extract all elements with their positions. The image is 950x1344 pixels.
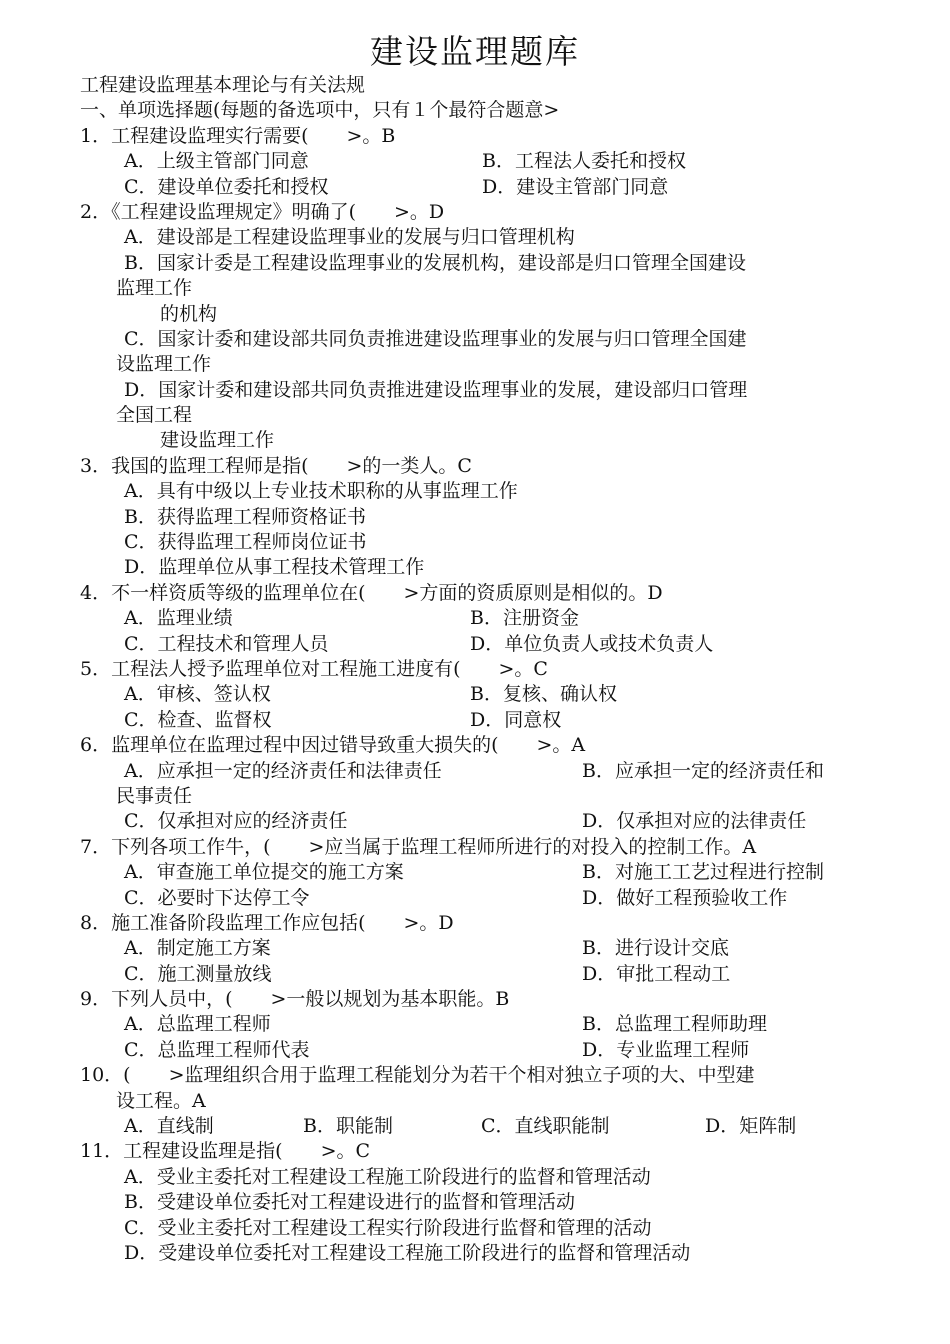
q1-option-d: D．建设主管部门同意	[482, 175, 669, 198]
q4-option-b: B．注册资金	[470, 607, 579, 630]
q2-option-d-cont2: 建设监理工作	[160, 429, 275, 452]
q9-option-b: B．总监理工程师助理	[582, 1013, 767, 1036]
question-5: 5．工程法人授予监理单位对工程施工进度有( >。C	[80, 657, 548, 680]
question-3: 3．我国的监理工程师是指( >的一类人。C	[80, 454, 472, 477]
q6-option-b: B．应承担一定的经济责任和	[582, 759, 824, 782]
q11-option-d: D．受建设单位委托对工程建设工程施工阶段进行的监督和管理活动	[124, 1241, 691, 1264]
q9-option-a: A．总监理工程师	[124, 1013, 271, 1036]
q5-option-a: A．审核、签认权	[124, 683, 271, 706]
q8-option-b: B．进行设计交底	[582, 937, 729, 960]
q3-option-a: A．具有中级以上专业技术职称的从事监理工作	[124, 480, 518, 503]
q5-option-c: C．检查、监督权	[124, 708, 272, 731]
q11-option-a: A．受业主委托对工程建设工程施工阶段进行的监督和管理活动	[124, 1165, 651, 1188]
q7-option-b: B．对施工工艺过程进行控制	[582, 861, 824, 884]
q1-option-c: C．建设单位委托和授权	[124, 175, 329, 198]
q8-options-row-2	[80, 962, 870, 987]
section-heading: 一、单项选择题(每题的备选项中，只有１个最符合题意>	[80, 99, 560, 122]
q10-option-d: D．矩阵制	[705, 1115, 797, 1138]
q7-option-a: A．审查施工单位提交的施工方案	[124, 861, 404, 884]
q2-option-b-cont: 监理工作	[116, 277, 193, 300]
q6-option-b-cont: 民事责任	[116, 784, 193, 807]
q4-options-row-2	[80, 632, 870, 657]
q2-option-b-cont2: 的机构	[160, 302, 218, 325]
q9-option-d: D．专业监理工程师	[582, 1038, 750, 1061]
q1-option-b: B．工程法人委托和授权	[482, 150, 686, 173]
question-2: 2．《工程建设监理规定》明确了( >。D	[80, 200, 445, 223]
q2-option-d: D．国家计委和建设部共同负责推进建设监理事业的发展，建设部归口管理	[124, 378, 748, 401]
q6-options-row-1	[80, 759, 870, 784]
q9-option-c: C．总监理工程师代表	[124, 1038, 310, 1061]
q2-option-c-cont: 设监理工作	[116, 353, 212, 376]
q9-options-row-2	[80, 1038, 870, 1063]
q8-option-d: D．审批工程动工	[582, 962, 731, 985]
question-10: 10．( >监理组织合用于监理工程能划分为若干个相对独立子项的大、中型建	[80, 1064, 755, 1087]
question-10-cont: 设工程。A	[116, 1089, 206, 1112]
q8-options-row-1	[80, 936, 870, 961]
question-bank-body	[80, 73, 870, 1266]
q7-options-row-2	[80, 886, 870, 911]
q5-options-row-2	[80, 708, 870, 733]
q9-options-row-1	[80, 1012, 870, 1037]
q3-option-c: C．获得监理工程师岗位证书	[124, 531, 367, 554]
q2-option-d-cont: 全国工程	[116, 404, 193, 427]
q6-options-row-2	[80, 809, 870, 834]
question-7: 7．下列各项工作牛，( >应当属于监理工程师所进行的对投入的控制工作。A	[80, 835, 757, 858]
q6-option-c: C．仅承担对应的经济责任	[124, 810, 348, 833]
q5-option-b: B．复核、确认权	[470, 683, 617, 706]
q1-option-a: A．上级主管部门同意	[124, 150, 309, 173]
q5-option-d: D．同意权	[470, 708, 562, 731]
q10-option-a: A．直线制	[124, 1115, 214, 1138]
q3-option-b: B．获得监理工程师资格证书	[124, 505, 366, 528]
document-title: 建设监理题库	[370, 32, 580, 71]
q2-option-b: B．国家计委是工程建设监理事业的发展机构，建设部是归口管理全国建设	[124, 251, 746, 274]
q5-options-row-1	[80, 682, 870, 707]
q2-option-c: C．国家计委和建设部共同负责推进建设监理事业的发展与归口管理全国建	[124, 327, 747, 350]
question-4: 4．不一样资质等级的监理单位在( >方面的资质原则是相似的。D	[80, 581, 663, 604]
q4-option-a: A．监理业绩	[124, 607, 233, 630]
q10-option-c: C．直线职能制	[481, 1115, 610, 1138]
q4-option-d: D．单位负责人或技术负责人	[470, 632, 714, 655]
question-8: 8．施工准备阶段监理工作应包括( >。D	[80, 911, 454, 934]
q6-option-d: D．仅承担对应的法律责任	[582, 810, 807, 833]
q8-option-a: A．制定施工方案	[124, 937, 271, 960]
question-11: 11．工程建设监理是指( >。C	[80, 1140, 371, 1163]
q6-option-a: A．应承担一定的经济责任和法律责任	[124, 759, 442, 782]
q4-options-row-1	[80, 606, 870, 631]
q1-options-row-1	[80, 149, 870, 174]
q3-option-d: D．监理单位从事工程技术管理工作	[124, 556, 425, 579]
q4-option-c: C．工程技术和管理人员	[124, 632, 329, 655]
question-6: 6．监理单位在监理过程中因过错导致重大损失的( >。A	[80, 734, 586, 757]
q2-option-a: A．建设部是工程建设监理事业的发展与归口管理机构	[124, 226, 575, 249]
q11-option-b: B．受建设单位委托对工程建设进行的监督和管理活动	[124, 1191, 575, 1214]
q10-options-row	[80, 1114, 870, 1139]
q11-option-c: C．受业主委托对工程建设工程实行阶段进行监督和管理的活动	[124, 1216, 652, 1239]
q10-option-b: B．职能制	[303, 1115, 393, 1138]
question-1: 1．工程建设监理实行需要( >。B	[80, 124, 396, 147]
q8-option-c: C．施工测量放线	[124, 962, 272, 985]
q7-option-d: D．做好工程预验收工作	[582, 886, 788, 909]
q7-options-row-1	[80, 860, 870, 885]
question-9: 9．下列人员中，( >一般以规划为基本职能。B	[80, 988, 510, 1011]
subtitle: 工程建设监理基本理论与有关法规	[80, 74, 366, 96]
q7-option-c: C．必要时下达停工令	[124, 886, 310, 909]
q1-options-row-2	[80, 175, 870, 200]
